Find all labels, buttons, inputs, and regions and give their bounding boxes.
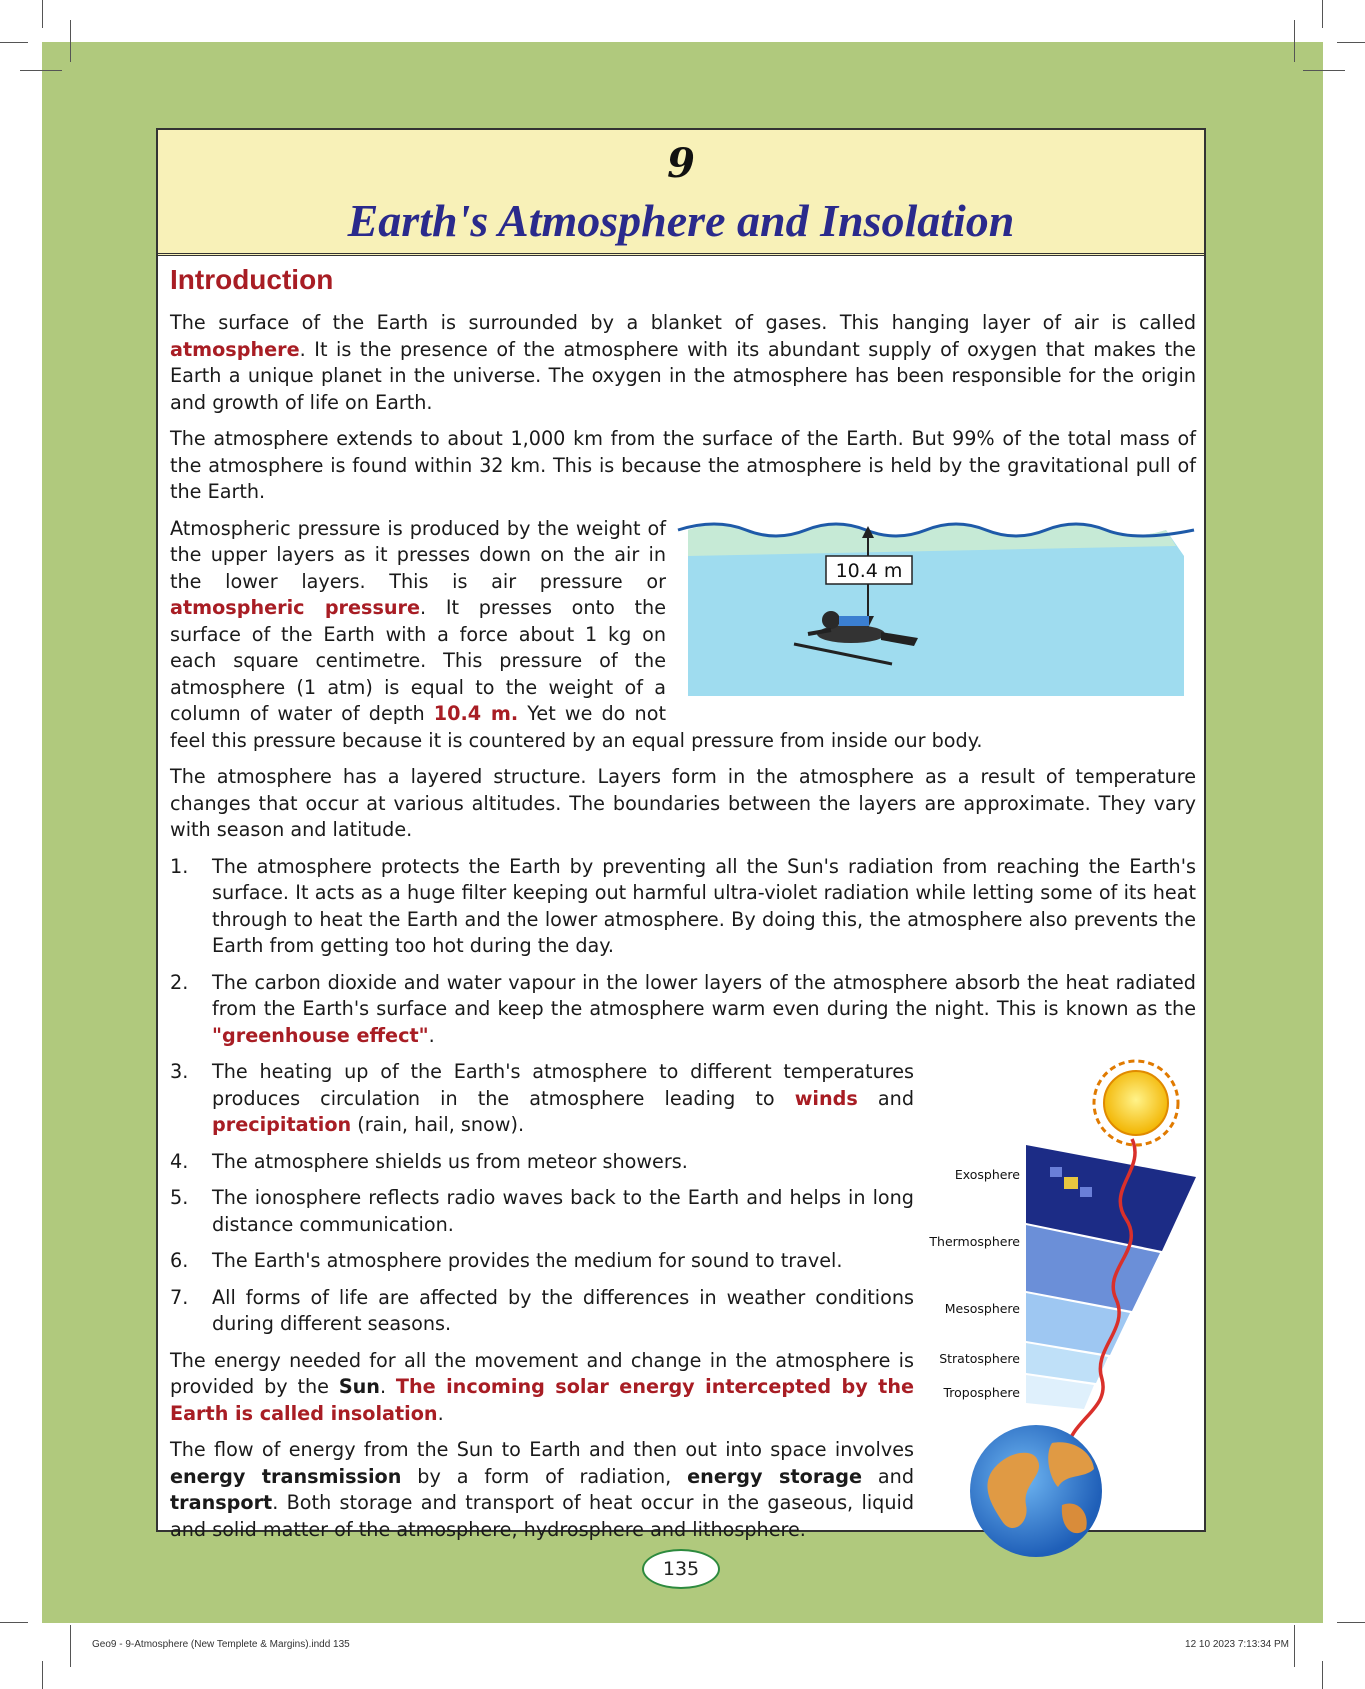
list-item: 5. The ionosphere reflects radio waves back to the Earth and helps in long distance communication. (170, 1186, 914, 1236)
points-list (170, 854, 1196, 1050)
key-term: energy storage (687, 1464, 862, 1488)
crop-mark (42, 1661, 43, 1689)
crop-mark (42, 0, 43, 28)
sun-icon (1094, 1061, 1178, 1145)
key-term: precipitation (212, 1113, 352, 1136)
crop-mark (1294, 20, 1295, 62)
list-item: 2. The carbon dioxide and water vapour in the lower layers of the atmosphere absorb the heat radiated from the Earth's surface and keep the atmosphere warm even during the night. This is known as the "greenhouse effect". (170, 970, 1196, 1047)
paragraph: 10.4 m Atmospheric pressure is produced by the weight of the upper layers as it presses down on the air in the lower layers. This is air pressure or atmospheric pressure. It presses onto the surface of the Earth with a force about 1 kg on each square centimetre. This pressure of the atmosphere (1 atm) is equal to the weight of a column of water of depth 10.4 m. Yet we do not feel this pressure because it is countered by an equal pressure from inside our body. (170, 516, 1196, 755)
key-term: energy transmission (170, 1464, 402, 1488)
points-list (170, 1059, 914, 1338)
key-value: 10.4 m. (433, 702, 519, 725)
crop-mark (20, 70, 62, 71)
layer-label-thermosphere: Thermosphere (929, 1234, 1020, 1249)
earth-globe-icon (970, 1425, 1102, 1557)
list-item: 7. All forms of life are affected by the differences in weather conditions during different seasons. (170, 1285, 914, 1335)
chapter-title: Earth's Atmosphere and Insolation (347, 195, 1015, 246)
key-term: atmospheric pressure (170, 596, 421, 619)
crop-mark (0, 1622, 28, 1623)
key-term: transport (170, 1491, 273, 1514)
crop-mark (1322, 0, 1323, 28)
atmosphere-layers-figure (926, 1059, 1196, 1557)
layer-label-stratosphere: Stratosphere (939, 1351, 1020, 1366)
list-item: 1. The atmosphere protects the Earth by preventing all the Sun's radiation from reaching the Earth's surface. It acts as a huge filter keeping out harmful ultra-violet radiation while letting some of its heat through to heat the Earth and the lower atmosphere. By doing this, the atmosphere also prevents the Earth from getting too hot during the day. (170, 854, 1196, 957)
crop-mark (1337, 1622, 1365, 1623)
key-term: Sun (338, 1375, 380, 1398)
depth-label: 10.4 m (835, 559, 903, 582)
layer-label-exosphere: Exosphere (954, 1167, 1020, 1182)
footer-timestamp: 12 10 2023 7:13:34 PM (1185, 1639, 1289, 1650)
page-number: 135 (642, 1549, 720, 1589)
list-item: 3. The heating up of the Earth's atmosphere to different temperatures produces circulation in the atmosphere leading to winds and precipitation (rain, hail, snow). (170, 1060, 914, 1136)
section-heading: Introduction (170, 264, 334, 295)
paragraph: The atmosphere extends to about 1,000 km from the surface of the Earth. But 99% of the total mass of the atmosphere is found within 32 km. This is because the atmosphere is held by the gravitational pull of the Earth. (170, 427, 1196, 503)
layer-label-troposphere: Troposphere (943, 1385, 1020, 1400)
crop-mark (1303, 70, 1345, 71)
crop-mark (1337, 42, 1365, 43)
key-term: "greenhouse effect" (212, 1023, 429, 1047)
footer-file-info: Geo9 - 9-Atmosphere (New Templete & Margins).indd 135 (92, 1639, 350, 1650)
paragraph: The surface of the Earth is surrounded by a blanket of gases. This hanging layer of air is called atmosphere. It is the presence of the atmosphere with its abundant supply of oxygen that makes the Earth a unique planet in the universe. The oxygen in the atmosphere has been responsible for the origin and growth of life on Earth. (170, 311, 1196, 414)
crop-mark (0, 42, 28, 43)
body-text (170, 310, 1196, 1557)
chapter-header (158, 130, 1204, 256)
crop-mark (70, 1625, 71, 1667)
key-term: atmosphere (170, 337, 300, 361)
content-page (156, 128, 1206, 1541)
definition: The incoming solar energy intercepted by the Earth is called insolation (170, 1375, 914, 1425)
key-term: winds (794, 1086, 858, 1110)
paragraph: The flow of energy from the Sun to Earth and then out into space involves energy transmission by a form of radiation, energy storage and transport. Both storage and transport of heat occur in the gaseous, liquid and solid matter of the atmosphere, hydrosphere and lithosphere. (170, 1438, 914, 1541)
paragraph: The energy needed for all the movement and change in the atmosphere is provided by the Sun. The incoming solar energy intercepted by the Earth is called insolation. (170, 1348, 914, 1425)
paragraph: The atmosphere has a layered structure. Layers form in the atmosphere as a result of temperature changes that occur at various altitudes. The boundaries between the layers are approximate. They vary with season and latitude. (170, 765, 1196, 841)
crop-mark (70, 20, 71, 62)
water-pressure-figure (676, 516, 1196, 700)
crop-mark (1294, 1625, 1295, 1667)
layer-label-mesosphere: Mesosphere (944, 1301, 1020, 1316)
crop-mark (1322, 1661, 1323, 1689)
list-item: 6. The Earth's atmosphere provides the medium for sound to travel. (170, 1249, 843, 1272)
chapter-number: 9 (667, 140, 695, 187)
list-item: 4. The atmosphere shields us from meteor showers. (170, 1149, 688, 1173)
